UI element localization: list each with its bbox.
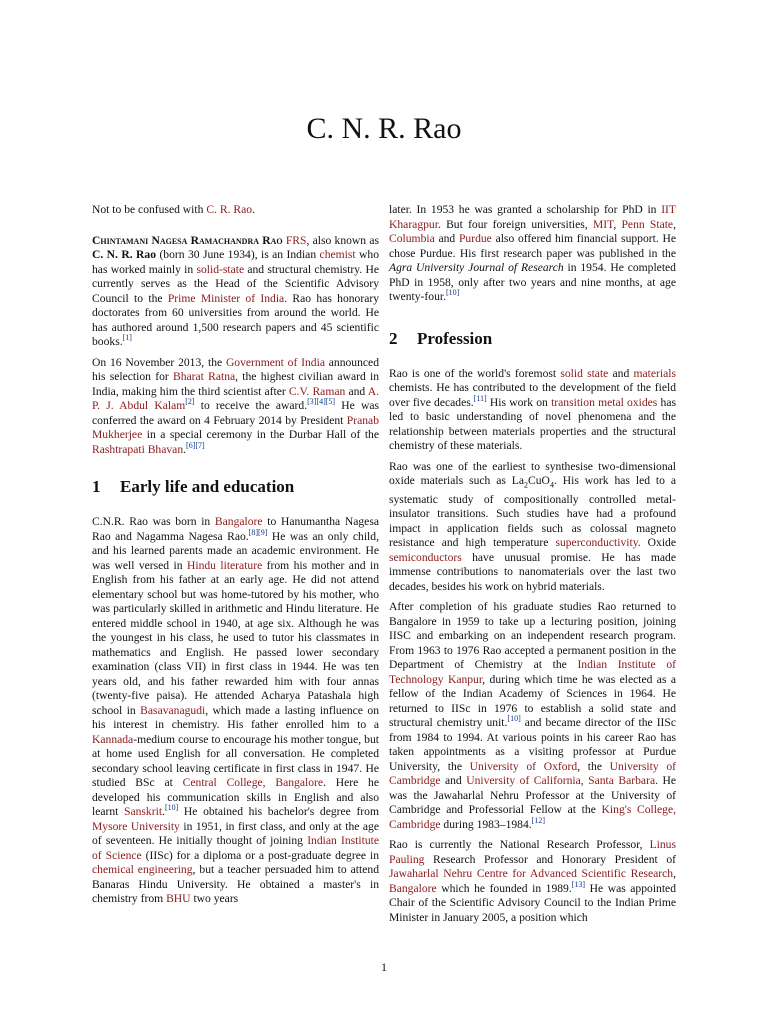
ref-11[interactable]: [11] [473,393,487,403]
ref-13[interactable]: [13] [571,879,586,889]
link-frs[interactable]: FRS [285,233,307,247]
subscript: 2 [524,480,529,490]
section-heading-profession [389,329,676,349]
early-life-continued: later. In 1953 he was granted a scholarship for PhD in IIT Kharagpur. But four foreign universities, MIT, Penn State, Columbia and Purdue also offered him financial support. He chose Purdue. His first research paper was published in the Agra University Journal of Research in 1954. He completed PhD in 1958, only after two years and nine months, at age twenty-four.[10] [389,203,676,303]
hatnote-text: Not to be confused with [92,203,207,216]
link-kings-college[interactable]: King's College, Cambridge [389,803,676,831]
link-mysore-university[interactable]: Mysore University [92,819,180,833]
link-central-college[interactable]: Central College, Bangalore [182,776,323,789]
section-number: 2 [389,328,398,348]
link-mit[interactable]: MIT [592,217,614,231]
link-kannada[interactable]: Kannada [92,732,134,746]
ref-3-4-5[interactable]: [3][4][5] [307,397,336,407]
link-pranab-mukherjee[interactable]: Pranab Mukherjee [92,413,379,441]
ref-10[interactable]: [10] [164,803,179,813]
ref-2[interactable]: [2] [185,397,195,407]
section-title: Early life and education [120,477,295,496]
journal-title: Agra University Journal of Research [389,261,564,274]
ref-12[interactable]: [12] [531,815,545,825]
link-rashtrapati-bhavan[interactable]: Rashtrapati Bhavan [92,442,184,456]
ref-1[interactable]: [1] [122,333,132,343]
link-bangalore[interactable]: Bangalore [214,515,263,528]
link-basavanagudi[interactable]: Basavanagudi [140,703,206,717]
link-solid-state[interactable]: solid-state [196,262,245,276]
link-columbia[interactable]: Columbia [389,232,435,245]
link-jncasr[interactable]: Jawaharlal Nehru Centre for Advanced Scientific Research [389,867,674,881]
link-government-of-india[interactable]: Government of India [225,355,325,369]
ref-6-7[interactable]: [6][7] [186,440,205,450]
link-bharat-ratna[interactable]: Bharat Ratna [172,370,236,383]
profession-paragraph-2: Rao was one of the earliest to synthesise two-dimensional oxide materials such as $La_2CuO_4$. His work has led to a systematic study of compositionally controlled metal-insulator transitions. Such studies have had a profound impact in application fields such as colossal magneto resistance and high temperature superconductivity. Oxide semiconductors have unusual promise. He has made immense contributions to nanomaterials over the last two decades, besides his work on hybrid materials. [389,459,676,593]
link-sanskrit[interactable]: Sanskrit [124,805,163,818]
link-c-r-rao[interactable]: C. R. Rao [206,203,253,216]
link-iisc[interactable]: Indian Institute of Science [92,834,380,862]
link-prime-minister[interactable]: Prime Minister of India [167,291,285,305]
link-abdul-kalam[interactable]: A. P. J. Abdul Kalam [92,384,379,412]
link-superconductivity[interactable]: superconductivity [555,536,638,550]
ref-8-9[interactable]: [8][9] [248,527,268,537]
link-solid-state[interactable]: solid state [560,366,609,380]
hatnote [92,203,379,218]
section-title: Profession [417,328,493,348]
ref-10[interactable]: [10] [507,714,521,724]
link-chemist[interactable]: chemist [319,248,356,261]
link-university-of-oxford[interactable]: University of Oxford [469,759,578,773]
link-bangalore[interactable]: Bangalore [389,881,437,895]
subscript: 4 [549,480,554,490]
page-number: 1 [381,960,387,974]
link-linus-pauling[interactable]: Linus Pauling [389,838,676,866]
short-name: C. N. R. Rao [92,248,157,261]
profession-paragraph-1: Rao is one of the world's foremost solid state and materials chemists. He has contributed to the development of the field over five decades.[11] His work on transition metal oxides has led to basic understanding of novel phenomena and the relationship between materials properties and the structural chemistry of these materials. [389,366,676,452]
left-column [92,203,379,913]
link-university-of-cambridge[interactable]: University of Cambridge [389,759,676,788]
link-chemical-engineering[interactable]: chemical engineering [92,863,193,876]
link-transition-metal-oxides[interactable]: transition metal oxides [551,395,658,409]
profession-paragraph-3: After completion of his graduate studies Rao returned to Bangalore in 1959 to take up a lecturing position, joining IISC and embarking on an independent research program. From 1963 to 1976 Rao accepted a permanent position in the Department of Chemistry at the Indian Institute of Technology Kanpur, during which time he was elected as a fellow of the Indian Academy of Sciences in 1964. He returned to IISc in 1976 to establish a solid state and structural chemistry unit.[10] and became director of the IISc from 1984 to 1994. At various points in his career Rao has taken appointments as a visiting professor at Purdue University, the University of Oxford, the University of Cambridge and University of California, Santa Barbara. He was the Jawaharlal Nehru Professor at the University of Cambridge and Professorial Fellow at the King's College, Cambridge during 1983–1984.[12] [389,600,677,831]
link-iit-kharagpur[interactable]: IIT Kharagpur [389,203,676,231]
link-uc-santa-barbara[interactable]: University of California, Santa Barbara [466,774,656,788]
page-title: C. N. R. Rao [306,112,462,145]
award-paragraph: On 16 November 2013, the Government of India announced his selection for Bharat Ratna, the highest civilian award in India, making him the third scientist after C.V. Raman and A. P. J. Abdul Kalam[2] to receive the award.[3][4][5] He was conferred the award on 4 February 2014 by President Pranab Mukherjee in a special ceremony in the Durbar Hall of the Rashtrapati Bhavan.[6][7] [92,355,379,456]
link-materials[interactable]: materials [633,366,676,380]
hatnote-suffix: . [252,203,255,216]
link-penn-state[interactable]: Penn State [621,217,674,231]
intro-paragraph: Chintamani Nagesa Ramachandra Rao FRS, also known as C. N. R. Rao (born 30 June 1934), is an Indian chemist who has worked mainly in solid-state and structural chemistry. He currently serves as the Head of the Scientific Advisory Council to the Prime Minister of India. Rao has honorary doctorates from 60 universities from around the world. He has authored around 1,500 research papers and 45 scientific books.[1] [92,233,380,348]
link-purdue[interactable]: Purdue [458,232,492,245]
link-hindu-literature[interactable]: Hindu literature [186,558,263,572]
link-bhu[interactable]: BHU [166,892,191,905]
link-cv-raman[interactable]: C.V. Raman [288,384,346,398]
section-heading-early-life [92,477,379,497]
profession-paragraph-4: Rao is currently the National Research Professor, Linus Pauling Research Professor and Honorary President of Jawaharlal Nehru Centre for Advanced Scientific Research, Bangalore which he founded in 1989.[13] He was appointed Chair of the Scientific Advisory Council to the Indian Prime Minister in January 2005, a position which [389,838,676,924]
link-iit-kanpur[interactable]: Indian Institute of Technology Kanpur [389,658,676,686]
section-number: 1 [92,477,101,496]
full-name: Chintamani Nagesa Ramachandra Rao [92,233,283,247]
early-life-paragraph: C.N.R. Rao was born in Bangalore to Hanumantha Nagesa Rao and Nagamma Nagesa Rao.[8][9] He was an only child, and his learned parents made an academic environment. He was well versed in Hindu literature from his mother and in English from his father at an early age. He did not attend elementary school but was home-tutored by his mother, who was particularly skilled in arithmetic and Hindu literature. He entered middle school in 1940, at age six. Although he was the youngest in his class, he used to tutor his classmates in mathematics and English. He passed lower secondary examination (class VII) in first class in 1944. He was ten years old, and his father rewarded him with four annas (twenty-five paisa). He attended Acharya Patashala high school in Basavanagudi, which made a lasting influence on his interest in chemistry. His father enrolled him to a Kannada-medium course to encourage his mother tongue, but at home used English for all conversation. He completed secondary school leaving certificate in first class in 1947. He studied BSc at Central College, Bangalore. Here he developed his communication skills in English and also learnt Sanskrit.[10] He obtained his bachelor's degree from Mysore University in 1951, in first class, and only at the age of seventeen. He initially thought of joining Indian Institute of Science (IISc) for a diploma or a post-graduate degree in chemical engineering, but a teacher persuaded him to attend Banaras Hindu University. He obtained a master's in chemistry from BHU two years [92,515,380,905]
link-semiconductors[interactable]: semiconductors [389,550,462,564]
ref-10[interactable]: [10] [446,288,460,298]
right-column [389,203,676,931]
